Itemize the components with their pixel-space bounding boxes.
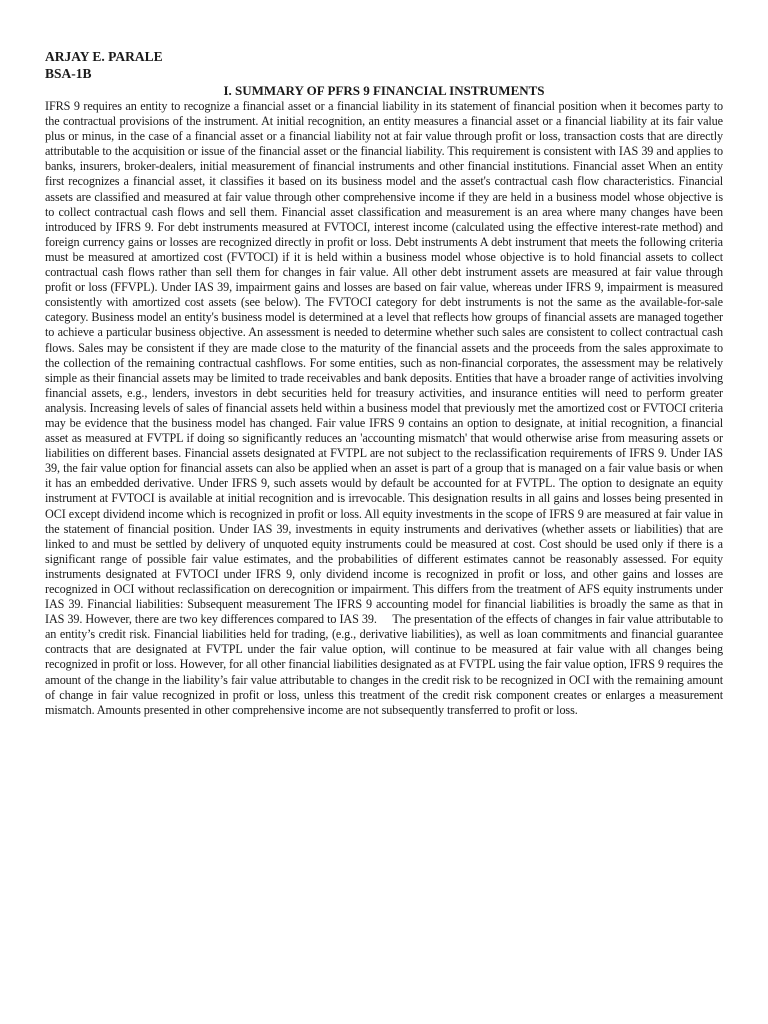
body-paragraph: IFRS 9 requires an entity to recognize a financial asset or a financial liability in its statement of financial position when it becomes party to the contractual provisions of the instrument. At initial recognition, an entity measures a financial asset or a financial liability at its fair value plus or minus, in the case of a financial asset or a financial liability not at fair value through profit or loss, transaction costs that are directly attributable to the acquisition or issue of the financial asset or the financial liability. This requirement is consistent with IAS 39 and applies to banks, insurers, broker-dealers, initial measurement of financial instruments and other financial institutions. Financial asset When an entity first recognizes a financial asset, it classifies it based on its business model and the asset's contractual cash flow characteristics. Financial assets are classified and measured at fair value through other comprehensive income if they are held in a business model whose objective is to collect contractual cash flows and sell them. Financial asset classification and measurement is an area where many changes have been introduced by IFRS 9. For debt instruments measured at FVTOCI, interest income (calculated using the effective interest-rate method) and foreign currency gains or losses are recognized directly in profit or loss. Debt instruments A debt instrument that meets the following criteria must be measured at amortized cost (FVTOCI) if it is held within a business model whose objective is to hold financial assets to collect contractual cash flows rather than sell them for changes in fair value. All other debt instrument assets are measured at fair value through profit or loss (FFVPL). Under IAS 39, impairment gains and losses are based on fair value, whereas under IFRS 9, impairment is measured consistently with amortized cost assets (see below). The FVTOCI category for debt instruments is not the same as the available-for-sale category. Business model an entity's business model is determined at a level that reflects how groups of financial assets are managed together to achieve a particular business objective. An assessment is needed to determine whether such sales are consistent to collect contractual cash flows. Sales may be consistent if they are made close to the maturity of the financial assets and the proceeds from the sales approximate to the collection of the remaining contractual cashflows. For some entities, such as non-financial corporates, the assessment may be relatively simple as their financial assets may be limited to trade receivables and bank deposits. Entities that have a broader range of activities involving financial assets, e.g., lenders, investors in debt securities held for treasury activities, and insurance entities will need to perform greater analysis. Increasing levels of sales of financial assets held within a business model that previously met the amortized cost or FVTOCI criteria may be evidence that the business model has changed. Fair value IFRS 9 contains an option to designate, at initial recognition, a financial asset as measured at FVTPL if doing so significantly reduces an 'accounting mismatch' that would otherwise arise from measuring assets or liabilities on different bases. Financial assets designated at FVTPL are not subject to the reclassification requirements of IFRS 9. Under IAS 39, the fair value option for financial assets can also be applied when an asset is part of a group that is managed on a fair value basis or when it has an embedded derivative. Under IFRS 9, such assets would by default be accounted for at FVTPL. The option to designate an equity instrument at FVTOCI is available at initial recognition and is irrevocable. This designation results in all gains and losses being presented in OCI except dividend income which is recognized in profit or loss. All equity investments in the scope of IFRS 9 are measured at fair value in the statement of financial position. Under IAS 39, investments in equity instruments and derivatives (whether assets or liabilities) that are linked to and must be settled by delivery of unquoted equity instruments could be measured at cost. Cost should be used only if there is a significant range of possible fair value estimates, and the probabilities of different estimates cannot be reasonably assessed. For equity instruments designated at FVTOCI under IFRS 9, only dividend income is recognized in profit or loss, and other gains and losses are recognized in OCI without reclassification on derecognition or impairment. This differs from the treatment of AFS equity instruments under IAS 39. Financial liabilities: Subsequent measurement The IFRS 9 accounting model for financial liabilities is broadly the same as that in IAS 39. However, there are two key differences compared to IAS 39. The presentation of the effects of changes in fair value attributable to an entity’s credit risk. Financial liabilities held for trading, (e.g., derivative liabilities), as well as loan commitments and financial guarantee contracts that are designated at FVTPL under the fair value option, will continue to be measured at fair value with all changes being recognized in profit or loss. However, for all other financial liabilities designated as at FVTPL using the fair value option, IFRS 9 requires the amount of the change in the liability’s fair value attributable to changes in the credit risk to be recognized in OCI with the remaining amount of change in fair value recognized in profit or loss, unless this treatment of the credit risk component creates or enlarges a measurement mismatch. Amounts presented in other comprehensive income are not subsequently transferred to profit or loss. [45, 99, 723, 717]
author-name: ARJAY E. PARALE [45, 49, 163, 64]
document-page [45, 48, 723, 718]
class-section: BSA-1B [45, 66, 92, 81]
document-title: I. SUMMARY OF PFRS 9 FINANCIAL INSTRUMENTS [223, 83, 545, 98]
